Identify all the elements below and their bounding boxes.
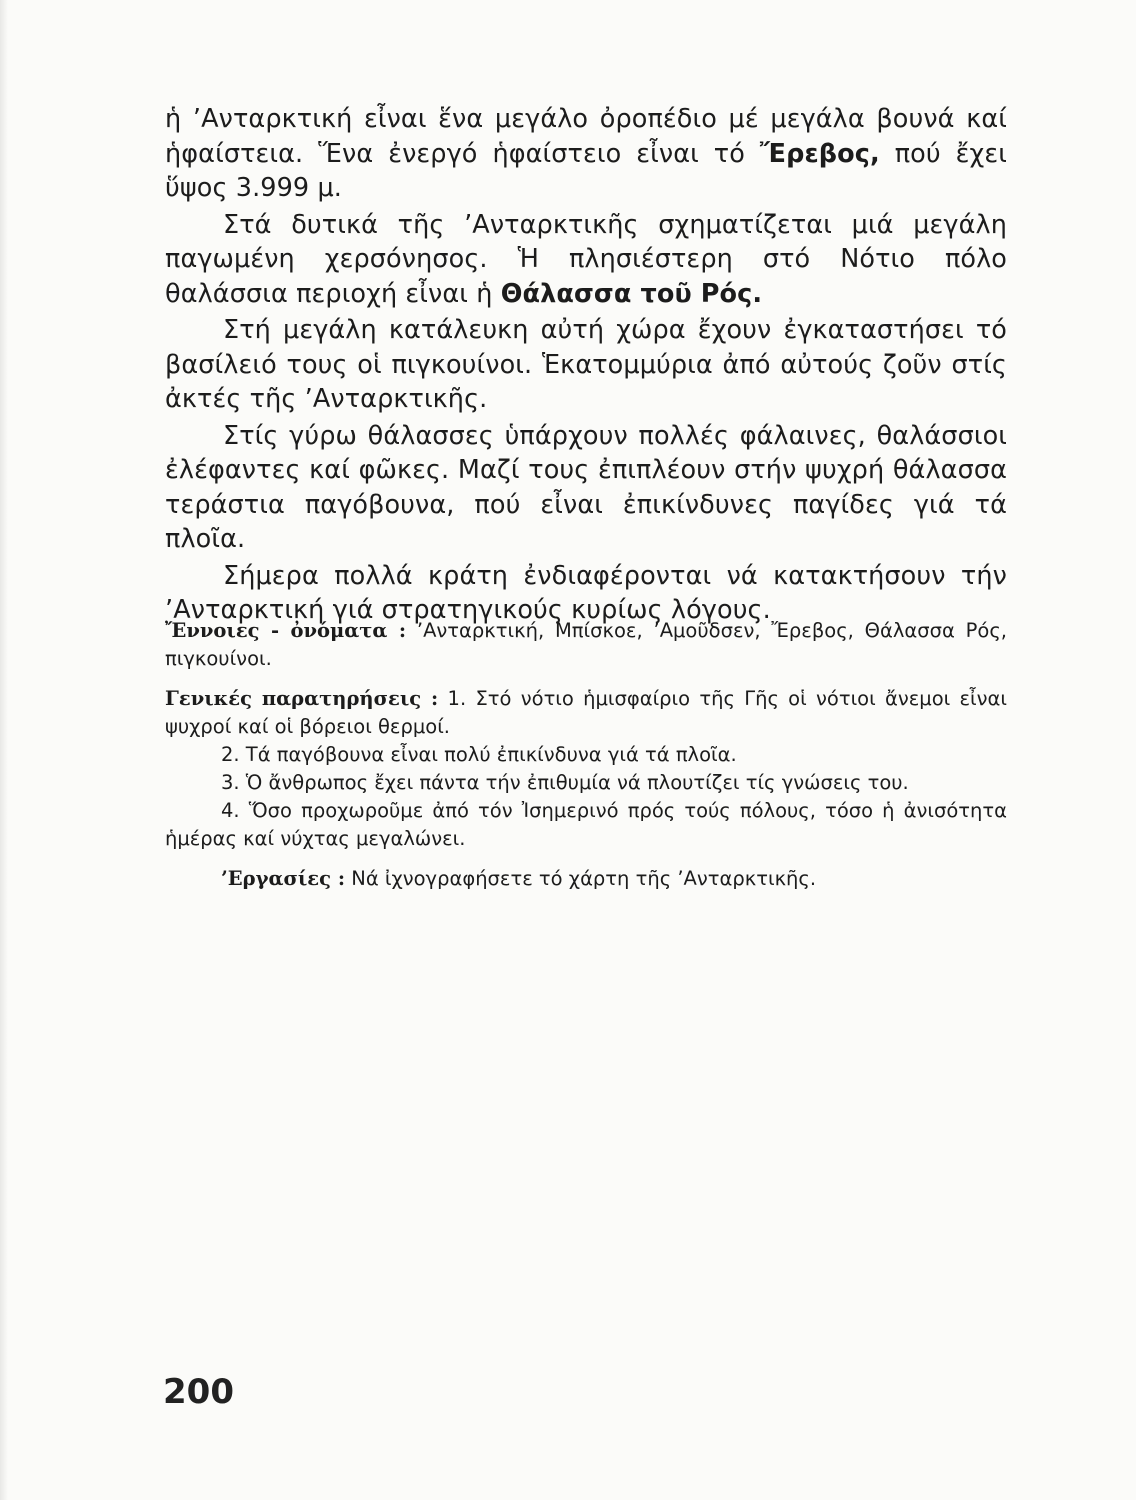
paragraph-2-text: Στά δυτικά τῆς ’Ανταρκτικῆς σχηματίζεται μιά μεγάλη παγωμένη χερσόνησος. Ἡ πλησιέστερη στό Νότιο πόλο θαλάσσια περιοχή εἶναι ἡ [165, 209, 1007, 309]
paragraph-4-text: Στίς γύρω θάλασσες ὑπάρχουν πολλές φάλαινες, θαλάσσιοι ἐλέφαντες καί φῶκες. Μαζί τους ἐπιπλέουν στήν ψυχρή θάλασσα τεράστια παγόβουνα, πού εἶναι ἐπικίνδυνες παγίδες γιά τά πλοῖα. [165, 420, 1007, 554]
tasks-text: Νά ἰχνογραφήσετε τό χάρτη τῆς ’Ανταρκτικῆς. [351, 867, 817, 890]
paragraph-1-text-a: ἡ ’Ανταρκτική εἶναι ἕνα μεγάλο ὀροπέδιο μέ μεγάλα βουνά καί ἡφαίστεια. Ἕνα ἐνεργό ἡφαίστειο εἶναι τό [165, 104, 1007, 169]
paragraph-4 [165, 419, 1007, 557]
paragraph-5-text: Σήμερα πολλά κράτη ἐνδιαφέρονται νά κατακτήσουν τήν ’Ανταρκτική γιά στρατηγικούς κυρίως λόγους. [165, 560, 1007, 625]
observation-2: 2. Τά παγόβουνα εἶναι πολύ ἐπικίνδυνα γιά τά πλοῖα. [221, 743, 737, 766]
concepts-block [165, 617, 1007, 673]
notes-section [165, 617, 1007, 893]
paragraph-1 [165, 102, 1007, 206]
term-ross-sea: Θάλασσα τοῦ Ρός. [500, 278, 763, 309]
observation-4: 4. Ὅσο προχωροῦμε ἀπό τόν Ἰσημερινό πρός τούς πόλους, τόσο ἡ ἀνισότητα ἡμέρας καί νύχτας μεγαλώνει. [165, 799, 1007, 850]
tasks-label: ’Εργασίες : [221, 867, 346, 890]
observation-item-4 [165, 797, 1007, 853]
paragraph-1-text-b: πού ἔχει ὕψος 3.999 μ. [165, 138, 1007, 203]
observation-item-2 [165, 741, 1007, 769]
observation-3: 3. Ὁ ἄνθρωπος ἔχει πάντα τήν ἐπιθυμία νά πλουτίζει τίς γνώσεις του. [221, 771, 909, 794]
paragraph-3 [165, 313, 1007, 417]
tasks-block [165, 865, 1007, 893]
main-text [165, 102, 1007, 628]
term-erebus: Ἔρεβος, [759, 138, 880, 169]
page-edge-shadow [0, 0, 8, 1500]
observation-1: 1. Στό νότιο ἡμισφαίριο τῆς Γῆς οἱ νότιοι ἄνεμοι εἶναι ψυχροί καί οἱ βόρειοι θερμοί. [165, 687, 1008, 738]
observation-item-3 [165, 769, 1007, 797]
concepts-text: ’Ανταρκτική, Μπίσκοε, ’Αμοῦδσεν, Ἔρεβος, Θάλασσα Ρός, πιγκουίνοι. [165, 619, 1008, 670]
paragraph-3-text: Στή μεγάλη κατάλευκη αὐτή χώρα ἔχουν ἐγκαταστήσει τό βασίλειό τους οἱ πιγκουίνοι. Ἑκατομμύρια ἀπό αὐτούς ζοῦν στίς ἀκτές τῆς ’Ανταρκτικῆς. [165, 315, 1007, 414]
observations-label: Γενικές παρατηρήσεις : [165, 687, 439, 710]
page-number: 200 [163, 1372, 234, 1412]
paragraph-2 [165, 208, 1007, 312]
observations-first [165, 685, 1007, 741]
concepts-label: Ἔννοιες - ὀνόματα : [165, 619, 407, 642]
